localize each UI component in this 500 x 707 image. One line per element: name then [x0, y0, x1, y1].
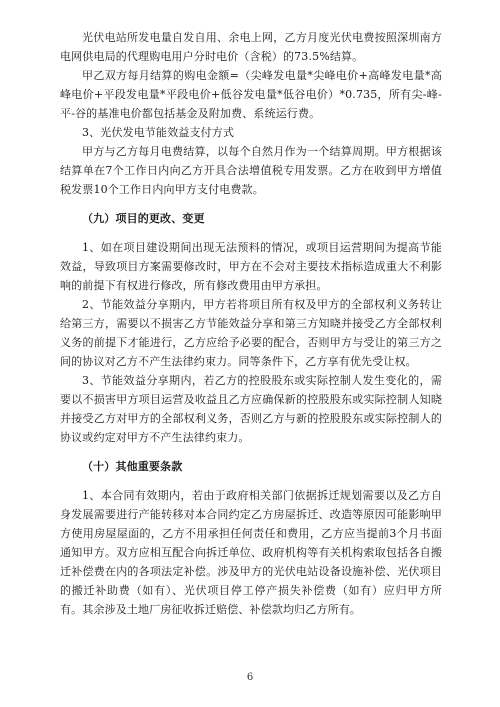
- paragraph-other-1: 1、本合同有效期内，若由于政府相关部门依据拆迁规划需要以及乙方自身发展需要进行产能转移对本合同约定乙方房屋拆迁、改造等原因可能影响甲方使用房屋屋面的，乙方不用承担任何责任和费用，乙方应当提前3个月书面通知甲方。双方应相互配合向拆迁单位、政府机构等有关机构索取包括各自搬迁补偿费在内的各项法定补偿。涉及甲方的光伏电站设备设施补偿、光伏项目的搬迁补助费（如有）、光伏项目停工停产损失补偿费（如有）应归甲方所有。其余涉及土地厂房征收拆迁赔偿、补偿款均归乙方所有。: [60, 489, 442, 616]
- paragraph-settlement-formula: 甲乙双方每月结算的购电金额=（尖峰发电量*尖峰电价+高峰发电量*高峰电价+平段发电量*平段电价+低谷发电量*低谷电价）*0.735，所有尖-峰-平-谷的基准电价都包括基金及附加费、系统运行费。: [60, 69, 442, 120]
- document-body: [60, 28, 442, 619]
- paragraph-change-1: 1、如在项目建设期间出现无法预料的情况，或项目运营期间为提高节能效益，导致项目方案需要修改时，甲方在不会对主要技术指标造成重大不利影响的前提下有权进行修改，所有修改费用由甲方承担。: [60, 241, 442, 292]
- page-number: 6: [246, 672, 254, 683]
- paragraph-change-3: 3、节能效益分享期内，若乙方的控股股东或实际控制人发生变化的，需要以不损害甲方项目运营及收益且乙方应确保新的控股股东或实际控制人知晓并接受乙方对甲方的全部权利义务，否则乙方与新的控股股东或实际控制人的协议或约定对甲方不产生法律约束力。: [60, 374, 442, 444]
- paragraph-change-2: 2、节能效益分享期内，甲方若将项目所有权及甲方的全部权利义务转让给第三方，需要以不损害乙方节能效益分享和第三方知晓并接受乙方全部权利义务的前提下才能进行，乙方应给予必要的配合，否则甲方与受让的第三方之间的协议对乙方不产生法律约束力。同等条件下，乙方享有优先受让权。: [60, 298, 442, 368]
- section-heading-other-terms: （十）其他重要条款: [82, 460, 183, 473]
- paragraph-payment-method: 甲方与乙方每月电费结算，以每个自然月作为一个结算周期。甲方根据该结算单在7个工作日内向乙方开具合法增值税专用发票。乙方在收到甲方增值税发票10个工作日内向甲方支付电费款。: [60, 145, 442, 196]
- paragraph-payment-method-title: 3、光伏发电节能效益支付方式: [82, 126, 235, 139]
- section-heading-changes: （九）项目的更改、变更: [82, 212, 205, 225]
- paragraph-settlement-basis: 光伏电站所发电量自发自用、余电上网，乙方月度光伏电费按照深圳南方电网供电局的代理购电用户分时电价（含税）的73.5%结算。: [60, 31, 442, 63]
